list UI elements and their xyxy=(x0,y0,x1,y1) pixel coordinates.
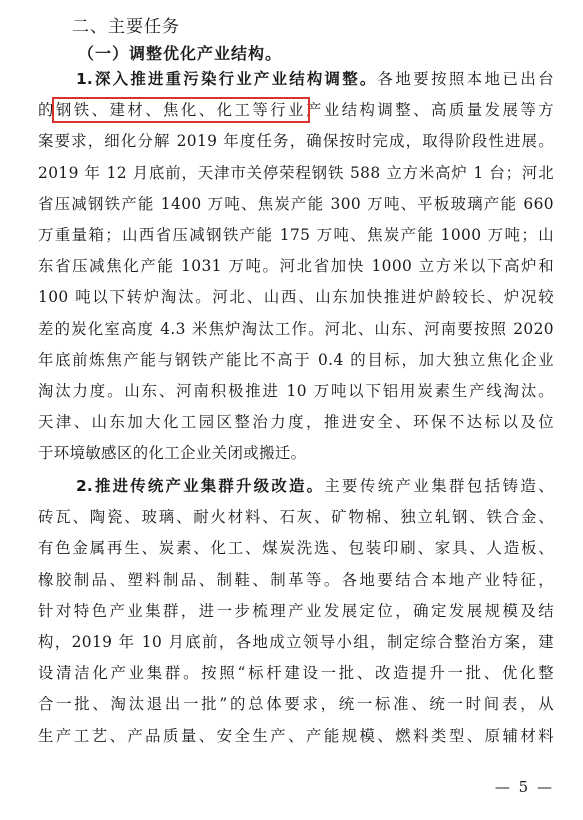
paragraph-line: 万重量箱；山西省压减钢铁产能 175 万吨、焦炭产能 1000 万吨；山 xyxy=(38,225,554,244)
subsection-heading: （一）调整优化产业结构。 xyxy=(78,44,283,63)
paragraph-line: 针对特色产业集群，进一步梳理产业发展定位，确定发展规模及结 xyxy=(38,601,554,620)
page-number: — 5 — xyxy=(494,778,554,796)
paragraph-line xyxy=(38,95,554,126)
item1-line2-pre: 的 xyxy=(38,101,56,120)
paragraph-line: 案要求，细化分解 2019 年度任务，确保按时完成，取得阶段性进展。 xyxy=(38,132,554,151)
paragraph-line: 年底前炼焦产能与钢铁产能比不高于 0.4 的目标，加大独立焦化企业 xyxy=(38,350,554,369)
item1-heading: 1.深入推进重污染行业产业结构调整。 xyxy=(76,70,378,88)
paragraph-line: 东省压减焦化产能 1031 万吨。河北省加快 1000 立方米以下高炉和 xyxy=(38,257,554,276)
paragraph-line: 砖瓦、陶瓷、玻璃、耐火材料、石灰、矿物棉、独立轧钢、铁合金、 xyxy=(38,508,554,527)
paragraph-item1 xyxy=(38,64,554,469)
paragraph-line: 合一批、淘汰退出一批”的总体要求，统一标准、统一时间表，从 xyxy=(38,695,554,714)
item1-line2-post: 产业结构调整、高质量发展等方 xyxy=(305,101,554,120)
item1-line1-text: 各地要按照本地已出台 xyxy=(377,70,554,88)
paragraph-item2 xyxy=(38,471,554,752)
paragraph-line: 淘汰力度。山东、河南积极推进 10 万吨以下铝用炭素生产线淘汰。 xyxy=(38,381,554,400)
paragraph-line: 于环境敏感区的化工企业关闭或搬迁。 xyxy=(38,444,307,463)
paragraph-line: 2019 年 12 月底前，天津市关停荣程钢铁 588 立方米高炉 1 台；河北 xyxy=(38,163,554,182)
paragraph-line xyxy=(38,64,554,95)
section-heading: 二、主要任务 xyxy=(72,17,180,37)
paragraph-line: 天津、山东加大化工园区整治力度，推进安全、环保不达标以及位 xyxy=(38,413,554,432)
paragraph-line: 省压减钢铁产能 1400 万吨、焦炭产能 300 万吨、平板玻璃产能 660 xyxy=(38,194,554,213)
paragraph-line: 有色金属再生、炭素、化工、煤炭洗选、包装印刷、家具、人造板、 xyxy=(38,539,554,558)
item2-line1-text: 主要传统产业集群包括铸造、 xyxy=(324,477,554,495)
paragraph-line: 生产工艺、产品质量、安全生产、产能规模、燃料类型、原辅材料 xyxy=(38,726,554,745)
paragraph-line: 橡胶制品、塑料制品、制鞋、制革等。各地要结合本地产业特征， xyxy=(38,570,554,589)
paragraph-line: 差的炭化室高度 4.3 米焦炉淘汰工作。河北、山东、河南要按照 2020 xyxy=(38,319,554,338)
paragraph-line: 设清洁化产业集群。按照“标杆建设一批、改造提升一批、优化整 xyxy=(38,664,554,683)
highlighted-industries: 钢铁、建材、焦化、化工等行业 xyxy=(55,101,306,120)
item2-heading: 2.推进传统产业集群升级改造。 xyxy=(76,477,325,495)
paragraph-line xyxy=(38,471,554,502)
paragraph-line: 构，2019 年 10 月底前，各地成立领导小组，制定综合整治方案，建 xyxy=(38,632,554,651)
paragraph-line: 100 吨以下转炉淘汰。河北、山西、山东加快推进炉龄较长、炉况较 xyxy=(38,288,554,307)
